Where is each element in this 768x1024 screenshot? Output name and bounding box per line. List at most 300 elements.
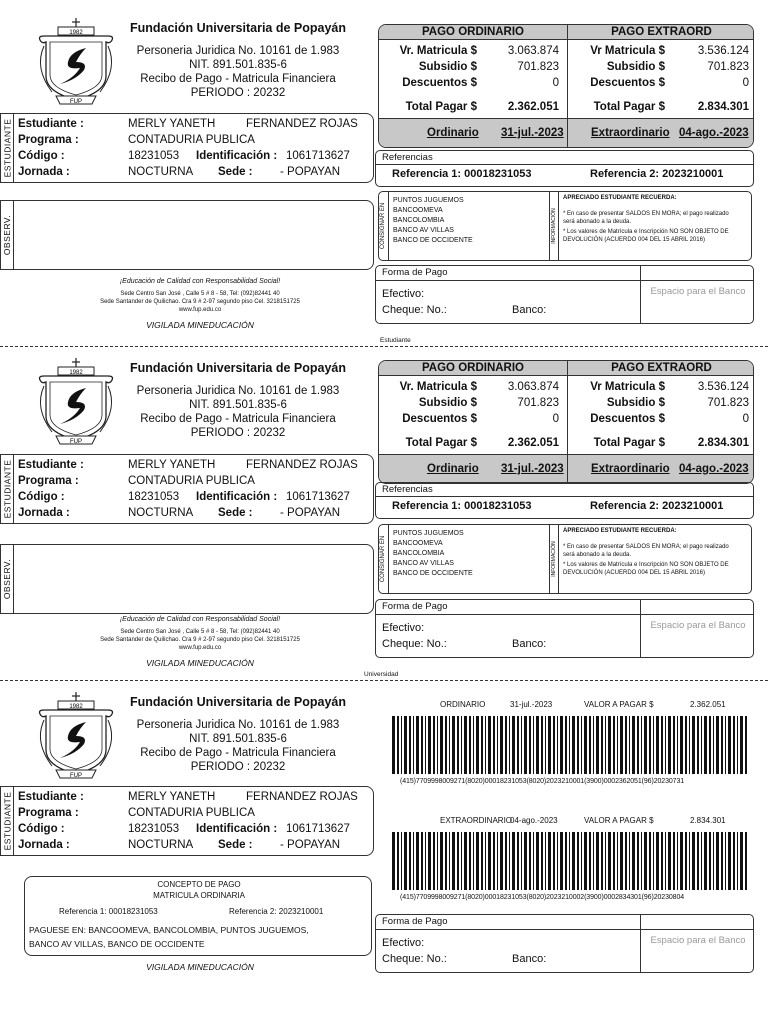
student-campus-label: Sede : <box>218 166 253 178</box>
barcode-bar <box>533 716 534 774</box>
barcode-bar <box>473 832 474 890</box>
ord-barcode <box>392 716 752 774</box>
barcode-bar <box>509 832 510 890</box>
barcode-bar <box>545 716 546 774</box>
ext-deadline-date: 04-ago.-2023 <box>679 127 749 139</box>
reference-1: Referencia 1: 00018231053 <box>392 500 532 512</box>
barcode-bar <box>416 716 419 774</box>
references-label: Referencias <box>382 484 433 495</box>
barcode-bar <box>392 832 395 890</box>
student-code: 18231053 <box>128 823 180 835</box>
cash-label: Efectivo: <box>382 288 425 300</box>
barcode-bar <box>509 716 510 774</box>
ord-barcode-pay-label: VALOR A PAGAR $ <box>584 700 654 709</box>
barcode-bar <box>565 716 567 774</box>
concept-pay-at: PAGUESE EN: BANCOOMEVA, BANCOLOMBIA, PUNTOS JUGUEMOS, BANCO AV VILLAS, BANCO DE OCCIDENTE <box>29 925 309 949</box>
barcode-bar <box>421 716 423 774</box>
svg-text:1982: 1982 <box>69 704 83 710</box>
barcode-bar <box>404 832 407 890</box>
ordinary-header: PAGO ORDINARIO <box>379 361 567 376</box>
student-campus-label: Sede : <box>218 507 253 519</box>
barcode-bar <box>409 832 411 890</box>
svg-text:FUP: FUP <box>70 773 82 779</box>
bank-item: BANCOLOMBIA <box>393 550 445 557</box>
website: www.fup.edu.co <box>178 307 222 313</box>
institution-logo <box>30 358 122 448</box>
barcode-bar <box>617 716 618 774</box>
ord-total-value: 2.362.051 <box>507 101 559 113</box>
legal-line: Personeria Juridica No. 10161 de 1.983 <box>136 45 340 57</box>
bank-item: PUNTOS JUGUEMOS <box>393 197 464 204</box>
barcode-bar <box>565 832 567 890</box>
barcode-bar <box>560 716 563 774</box>
barcode-bar <box>464 716 467 774</box>
barcode-bar <box>433 832 435 890</box>
barcode-bar <box>476 832 479 890</box>
info-mora: * En caso de presentar SALDOS EN MORA; el pago realizado será abonado a la deuda. <box>563 544 729 558</box>
bank-space-divider <box>640 266 641 323</box>
barcode-bar <box>701 716 702 774</box>
barcode-bar <box>428 832 431 890</box>
svg-text:1982: 1982 <box>69 30 83 36</box>
barcode-bar <box>421 832 423 890</box>
barcode-bar <box>704 716 707 774</box>
nit-line: NIT. 891.501.835-6 <box>189 59 287 71</box>
receipt-section <box>0 0 768 345</box>
student-id: 1061713627 <box>286 823 350 835</box>
barcode-bar <box>557 832 558 890</box>
ext-subsidio-label: Subsidio $ <box>606 397 665 409</box>
student-id-label: Identificación : <box>196 491 278 503</box>
check-label: Cheque: No.: <box>382 953 447 965</box>
payment-table <box>378 360 754 484</box>
barcode-bar <box>689 716 690 774</box>
student-side-text: ESTUDIANTE <box>2 118 12 178</box>
barcode-bar <box>713 832 714 890</box>
cut-line <box>0 680 768 681</box>
student-shift: NOCTURNA <box>128 166 194 178</box>
ext-descuentos-value: 0 <box>742 77 749 89</box>
ord-matricula-label: Vr. Matricula $ <box>399 45 477 57</box>
cash-label: Efectivo: <box>382 937 425 949</box>
payment-method-divider <box>376 929 753 930</box>
check-label: Cheque: No.: <box>382 304 447 316</box>
observations-box <box>0 544 374 614</box>
observ-side-text: OBSERV. <box>2 558 13 600</box>
student-side-label <box>0 114 14 182</box>
barcode-bar <box>409 716 411 774</box>
barcode-bar <box>572 716 575 774</box>
barcode-bar <box>476 716 479 774</box>
ord-barcode-type: ORDINARIO <box>440 700 486 709</box>
bank-space: Espacio para el Banco <box>650 620 746 631</box>
ord-deadline-label: Ordinario <box>427 127 479 139</box>
deadline-row <box>379 118 754 148</box>
barcode-bar <box>392 716 395 774</box>
ord-deadline-date: 31-jul.-2023 <box>501 463 564 475</box>
barcode-bar <box>656 832 659 890</box>
barcode-bar <box>452 716 455 774</box>
barcode-bar <box>725 832 726 890</box>
barcode-bar <box>641 716 642 774</box>
barcode-bar <box>685 832 687 890</box>
barcode-bar <box>665 832 666 890</box>
bank-label: Banco: <box>512 953 547 965</box>
barcode-bar <box>545 832 546 890</box>
institution-name: Fundación Universitaria de Popayán <box>129 21 347 35</box>
barcode-bar <box>577 832 579 890</box>
barcode-bar <box>428 716 431 774</box>
barcode-bar <box>493 832 495 890</box>
barcode-bar <box>605 716 606 774</box>
barcode-bar <box>668 832 671 890</box>
barcode-bar <box>524 716 527 774</box>
student-shift: NOCTURNA <box>128 507 194 519</box>
barcode-bar <box>457 716 459 774</box>
ext-total-value: 2.834.301 <box>697 437 749 449</box>
barcode-bar <box>697 832 699 890</box>
barcode-bar <box>536 716 539 774</box>
info-devolucion: * Los valores de Matrícula e Inscripción NO SON OBJETO DE DEVOLUCIÓN (ACUERDO 004 DEL 15 ABRIL 2016) <box>563 562 729 576</box>
info-title: APRECIADO ESTUDIANTE RECUERDA: <box>563 528 677 534</box>
deadline-row <box>379 454 754 484</box>
bank-space: Espacio para el Banco <box>650 286 746 297</box>
barcode-bar <box>629 716 630 774</box>
ext-descuentos-label: Descuentos $ <box>590 413 665 425</box>
student-shift-label: Jornada : <box>18 166 70 178</box>
barcode-bar <box>593 716 594 774</box>
student-shift: NOCTURNA <box>128 839 194 851</box>
barcode-bar <box>709 716 711 774</box>
barcode-bar <box>440 832 443 890</box>
barcode-bar <box>653 832 654 890</box>
ord-total-value: 2.362.051 <box>507 437 559 449</box>
barcode-bar <box>632 832 635 890</box>
period-line: PERIODO : 20232 <box>190 761 286 773</box>
barcode-bar <box>656 716 659 774</box>
receipt-title: Recibo de Pago - Matricula Financiera <box>140 73 336 85</box>
cash-label: Efectivo: <box>382 622 425 634</box>
period-line: PERIODO : 20232 <box>190 427 286 439</box>
barcode-bar <box>440 716 443 774</box>
student-code-label: Código : <box>18 491 65 503</box>
student-program-label: Programa : <box>18 807 79 819</box>
deadline-divider <box>567 119 568 148</box>
references-label: Referencias <box>382 152 433 163</box>
references-box <box>375 150 754 187</box>
ext-barcode-header <box>392 816 752 828</box>
barcode-bar <box>713 716 714 774</box>
barcode-bar <box>433 716 435 774</box>
barcode-bar <box>613 832 615 890</box>
barcode-bar <box>716 716 719 774</box>
consign-side-label <box>379 192 389 260</box>
receipt-title: Recibo de Pago - Matricula Financiera <box>140 413 336 425</box>
barcode-bar <box>497 716 498 774</box>
institution-name: Fundación Universitaria de Popayán <box>129 695 347 709</box>
barcode-bar <box>548 832 551 890</box>
ord-barcode-value: 2.362.051 <box>690 700 726 709</box>
student-shift-label: Jornada : <box>18 839 70 851</box>
ext-matricula-label: Vr Matricula $ <box>590 45 665 57</box>
barcode-bar <box>733 716 735 774</box>
student-last-names: FERNANDEZ ROJAS <box>246 791 358 803</box>
cut-label: Universidad <box>364 671 399 678</box>
ext-subsidio-value: 701.823 <box>707 61 749 73</box>
barcode-bar <box>557 716 558 774</box>
barcode-bar <box>692 832 695 890</box>
barcode-bar <box>517 832 519 890</box>
info-devolucion: * Los valores de Matrícula e Inscripción NO SON OBJETO DE DEVOLUCIÓN (ACUERDO 004 DEL 15 ABRIL 2016) <box>563 229 729 243</box>
student-name-label: Estudiante : <box>18 791 84 803</box>
barcode-bar <box>653 716 654 774</box>
barcode-bar <box>437 832 438 890</box>
ext-barcode-value: 2.834.301 <box>690 816 726 825</box>
barcode-bar <box>488 716 491 774</box>
barcode-bar <box>553 716 555 774</box>
legal-line: Personeria Juridica No. 10161 de 1.983 <box>136 385 340 397</box>
ord-barcode-digits: (415)7709998009271(8020)00018231053(8020)2023210001(3900)0002362051(96)20230731 <box>400 778 685 785</box>
student-side-label <box>0 455 14 523</box>
student-campus: - POPAYAN <box>280 507 341 519</box>
extra-header: PAGO EXTRAORD <box>567 361 754 376</box>
svg-text:1982: 1982 <box>69 370 83 376</box>
bank-space-divider <box>640 915 641 972</box>
slogan: ¡Educación de Calidad con Responsabilidad Social! <box>119 616 281 623</box>
payment-method-box <box>375 265 754 324</box>
nit-line: NIT. 891.501.835-6 <box>189 733 287 745</box>
concept-title: CONCEPTO DE PAGO <box>157 880 241 889</box>
student-side-text: ESTUDIANTE <box>2 791 12 851</box>
address-1: Sede Centro San José , Calle 5 # 8 - 58, Tel: (092)82441 40 <box>120 629 280 635</box>
barcode-bar <box>505 716 507 774</box>
barcode-bar <box>485 716 486 774</box>
barcode-bar <box>632 716 635 774</box>
barcode-bar <box>680 832 683 890</box>
barcode-bar <box>584 716 587 774</box>
barcode-bar <box>673 832 675 890</box>
ord-descuentos-label: Descuentos $ <box>402 413 477 425</box>
legal-line: Personeria Juridica No. 10161 de 1.983 <box>136 719 340 731</box>
bank-item: BANCOOMEVA <box>393 540 443 547</box>
barcode-bar <box>692 716 695 774</box>
barcode-bar <box>461 716 462 774</box>
barcode-bar <box>637 716 639 774</box>
barcode-bar <box>680 716 683 774</box>
barcode-bar <box>473 716 474 774</box>
student-box <box>0 454 374 524</box>
barcode-bar <box>649 832 651 890</box>
barcode-bar <box>553 832 555 890</box>
vigilada-label: VIGILADA MINEDUCACIÓN <box>146 320 254 330</box>
ext-total-label: Total Pagar $ <box>593 101 665 113</box>
student-id: 1061713627 <box>286 150 350 162</box>
bank-label: Banco: <box>512 638 547 650</box>
institution-logo <box>30 18 122 108</box>
barcode-bar <box>733 832 735 890</box>
barcode-bar <box>401 832 402 890</box>
vigilada-label: VIGILADA MINEDUCACIÓN <box>146 658 254 668</box>
barcode-bar <box>401 716 402 774</box>
ext-total-value: 2.834.301 <box>697 101 749 113</box>
bank-item: BANCOLOMBIA <box>393 217 445 224</box>
payment-method-divider <box>376 614 753 615</box>
barcode-bar <box>548 716 551 774</box>
barcode-bar <box>529 832 531 890</box>
ord-subsidio-label: Subsidio $ <box>418 397 477 409</box>
payment-method-label: Forma de Pago <box>382 601 448 612</box>
slogan: ¡Educación de Calidad con Responsabilidad Social! <box>119 278 281 285</box>
barcode-bar <box>397 716 399 774</box>
ext-descuentos-label: Descuentos $ <box>590 77 665 89</box>
bank-space-divider <box>640 600 641 657</box>
institution-logo <box>30 692 122 782</box>
ext-barcode-digits: (415)7709998009271(8020)00018231053(8020)2023210002(3900)0002834301(96)20230804 <box>400 894 685 901</box>
ord-deadline-date: 31-jul.-2023 <box>501 127 564 139</box>
barcode-bar <box>740 716 743 774</box>
svg-text:FUP: FUP <box>70 99 82 105</box>
observ-side-text: OBSERV. <box>2 214 13 256</box>
barcode-bar <box>685 716 687 774</box>
barcode-bar <box>677 832 678 890</box>
barcode-bar <box>593 832 594 890</box>
barcode-bar <box>425 716 426 774</box>
student-last-names: FERNANDEZ ROJAS <box>246 118 358 130</box>
concept-subtitle: MATRICULA ORDINARIA <box>153 891 245 900</box>
ordinary-header: PAGO ORDINARIO <box>379 25 567 40</box>
barcode-bar <box>745 832 747 890</box>
ext-barcode <box>392 832 752 890</box>
barcode-bar <box>512 832 515 890</box>
barcode-bar <box>413 716 414 774</box>
barcode-bar <box>500 832 503 890</box>
consign-side-label <box>379 525 389 593</box>
barcode-bar <box>737 832 738 890</box>
concept-ref-1: Referencia 1: 00018231053 <box>59 907 158 916</box>
ext-barcode-date: 04-ago.-2023 <box>510 816 558 825</box>
address-2: Sede Santander de Quilichao. Cra 9 # 2-97 segundo piso Cel. 3218151725 <box>100 637 300 643</box>
barcode-bar <box>709 832 711 890</box>
barcode-bar <box>613 716 615 774</box>
ext-matricula-value: 3.536.124 <box>697 45 749 57</box>
extra-header: PAGO EXTRAORD <box>567 25 754 40</box>
address-2: Sede Santander de Quilichao. Cra 9 # 2-97 segundo piso Cel. 3218151725 <box>100 299 300 305</box>
barcode-bar <box>524 832 527 890</box>
barcode-bar <box>485 832 486 890</box>
student-code-label: Código : <box>18 823 65 835</box>
shield-icon <box>30 18 122 108</box>
barcode-bar <box>668 716 671 774</box>
barcode-bar <box>620 832 623 890</box>
student-id: 1061713627 <box>286 491 350 503</box>
payment-method-label: Forma de Pago <box>382 916 448 927</box>
barcode-bar <box>596 716 599 774</box>
barcode-bar <box>745 716 747 774</box>
student-code: 18231053 <box>128 491 180 503</box>
bank-item: BANCO DE OCCIDENTE <box>393 570 473 577</box>
barcode-bar <box>725 716 726 774</box>
references-divider <box>376 164 753 165</box>
barcode-bar <box>488 832 491 890</box>
ext-barcode-pay-label: VALOR A PAGAR $ <box>584 816 654 825</box>
student-program: CONTADURIA PUBLICA <box>128 475 255 487</box>
barcode-bar <box>413 832 414 890</box>
barcode-bar <box>529 716 531 774</box>
observ-side-label <box>0 545 14 613</box>
barcode-bar <box>728 716 731 774</box>
payment-method-box <box>375 914 754 973</box>
ord-barcode-header <box>392 700 752 712</box>
bank-item: BANCO DE OCCIDENTE <box>393 237 473 244</box>
student-first-names: MERLY YANETH <box>128 459 216 471</box>
barcode-bar <box>629 832 630 890</box>
info-side-label <box>549 192 559 260</box>
ext-descuentos-value: 0 <box>742 413 749 425</box>
barcode-bar <box>665 716 666 774</box>
payment-concept-box <box>24 876 372 956</box>
barcode-bar <box>625 716 627 774</box>
barcode-bar <box>601 716 603 774</box>
concept-ref-2: Referencia 2: 2023210001 <box>229 907 324 916</box>
nit-line: NIT. 891.501.835-6 <box>189 399 287 411</box>
barcode-bar <box>737 716 738 774</box>
barcode-bar <box>481 832 483 890</box>
barcode-bar <box>416 832 419 890</box>
reference-2: Referencia 2: 2023210001 <box>590 500 724 512</box>
ord-subsidio-label: Subsidio $ <box>418 61 477 73</box>
barcode-bar <box>644 716 647 774</box>
barcode-bar <box>637 832 639 890</box>
ord-subsidio-value: 701.823 <box>517 61 559 73</box>
cut-label: Estudiante <box>380 337 411 344</box>
student-program: CONTADURIA PUBLICA <box>128 807 255 819</box>
student-id-label: Identificación : <box>196 823 278 835</box>
consign-side-text: CONSIGNAR EN <box>380 535 387 583</box>
barcode-bar <box>560 832 563 890</box>
ext-deadline-date: 04-ago.-2023 <box>679 463 749 475</box>
barcode-bar <box>661 832 663 890</box>
barcode-bar <box>536 832 539 890</box>
student-id-label: Identificación : <box>196 150 278 162</box>
student-program-label: Programa : <box>18 134 79 146</box>
student-program: CONTADURIA PUBLICA <box>128 134 255 146</box>
barcode-bar <box>404 716 407 774</box>
payment-table <box>378 24 754 148</box>
consign-side-text: CONSIGNAR EN <box>380 202 387 250</box>
barcode-bar <box>469 832 471 890</box>
ext-subsidio-value: 701.823 <box>707 397 749 409</box>
barcode-bar <box>701 832 702 890</box>
barcode-bar <box>608 832 611 890</box>
info-side-label <box>549 525 559 593</box>
barcode-bar <box>596 832 599 890</box>
barcode-bar <box>608 716 611 774</box>
student-side-label <box>0 787 14 855</box>
bank-item: BANCO AV VILLAS <box>393 227 454 234</box>
student-box <box>0 786 374 856</box>
barcode-bar <box>581 716 582 774</box>
ext-subsidio-label: Subsidio $ <box>606 61 665 73</box>
ext-deadline-label: Extraordinario <box>591 463 670 475</box>
student-campus: - POPAYAN <box>280 166 341 178</box>
barcode-bar <box>661 716 663 774</box>
barcode-bar <box>437 716 438 774</box>
barcode-bar <box>572 832 575 890</box>
ext-matricula-value: 3.536.124 <box>697 381 749 393</box>
student-shift-label: Jornada : <box>18 507 70 519</box>
payment-method-box <box>375 599 754 658</box>
payment-method-label: Forma de Pago <box>382 267 448 278</box>
